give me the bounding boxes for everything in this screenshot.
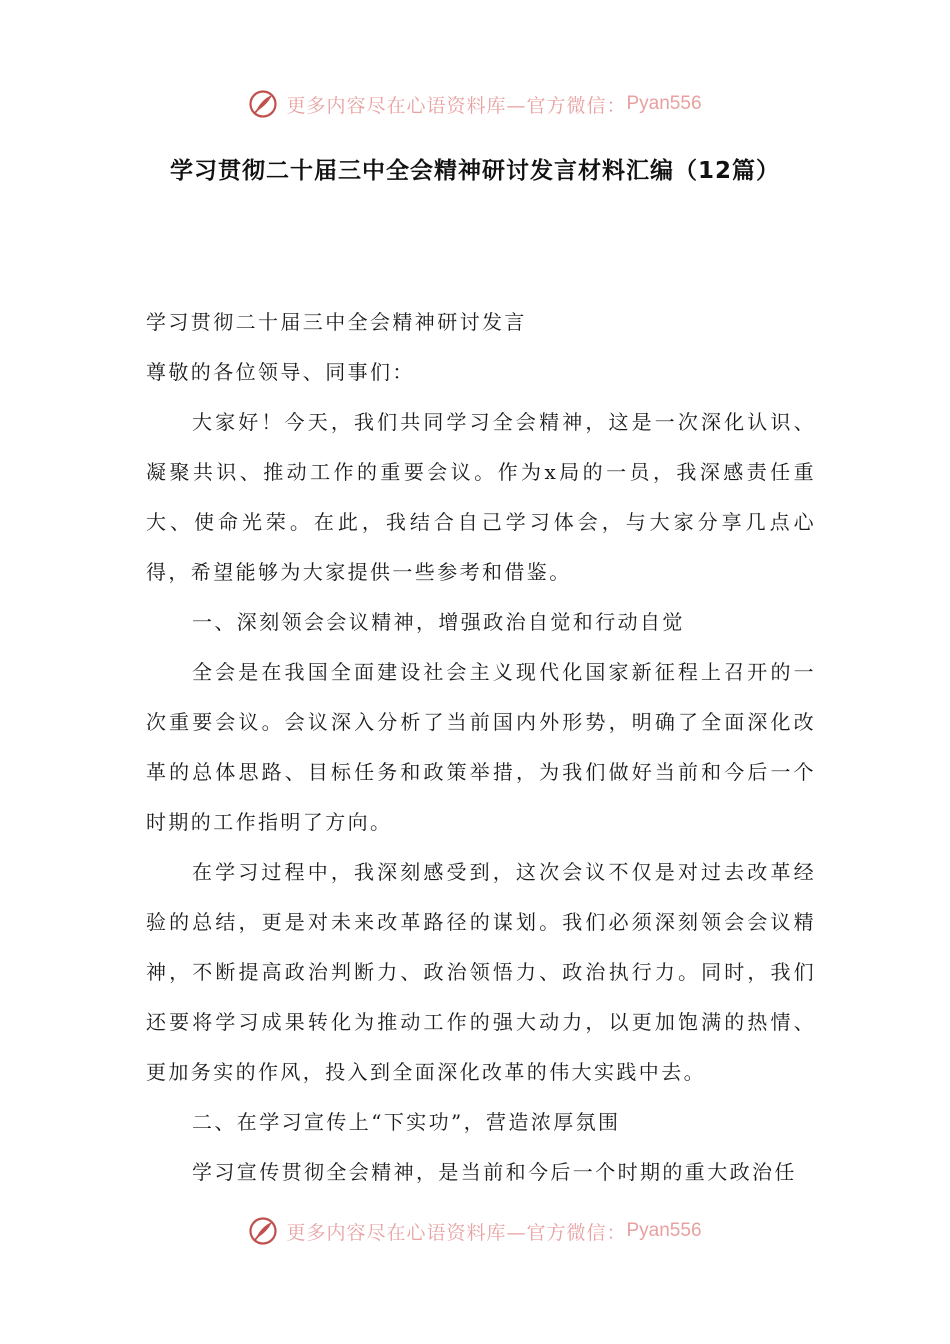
section-heading-2: 二、在学习宣传上“下实功”，营造浓厚氛围 bbox=[192, 1110, 621, 1134]
section-heading-1: 一、深刻领会会议精神，增强政治自觉和行动自觉 bbox=[192, 610, 685, 634]
paragraph-intro: 大家好！今天，我们共同学习全会精神，这是一次深化认识、凝聚共识、推动工作的重要会议。作为x局的一员，我深感责任重大、使命光荣。在此，我结合自己学习体会，与大家分享几点心得，希望能够为大家提供一些参考和借鉴。 bbox=[146, 410, 816, 584]
watermark-banner-top bbox=[0, 82, 950, 126]
speech-subtitle: 学习贯彻二十届三中全会精神研讨发言 bbox=[146, 310, 527, 334]
watermark-text: 更多内容尽在心语资料库—官方微信： bbox=[286, 94, 627, 117]
paragraph-learning: 在学习过程中，我深刻感受到，这次会议不仅是对过去改革经验的总结，更是对未来改革路径的谋划。我们必须深刻领会会议精神，不断提高政治判断力、政治领悟力、政治执行力。同时，我们还要将学习成果转化为推动工作的强大动力，以更加饱满的热情、更加务实的作风，投入到全面深化改革的伟大实践中去。 bbox=[146, 860, 816, 1084]
greeting: 尊敬的各位领导、同事们： bbox=[146, 360, 415, 384]
document-body bbox=[146, 297, 816, 1197]
paragraph-meeting: 全会是在我国全面建设社会主义现代化国家新征程上召开的一次重要会议。会议深入分析了当前国内外形势，明确了全面深化改革的总体思路、目标任务和政策举措，为我们做好当前和今后一个时期的工作指明了方向。 bbox=[146, 660, 816, 834]
watermark-wechat-id: Pyan556 bbox=[626, 1220, 702, 1241]
document-title: 学习贯彻二十届三中全会精神研讨发言材料汇编（12篇） bbox=[169, 158, 780, 184]
watermark-wechat-id: Pyan556 bbox=[626, 93, 702, 114]
paragraph-publicity: 学习宣传贯彻全会精神，是当前和今后一个时期的重大政治任 bbox=[192, 1160, 797, 1184]
watermark-text: 更多内容尽在心语资料库—官方微信： bbox=[286, 1221, 627, 1244]
paragraph-group bbox=[146, 397, 816, 1197]
watermark-banner-bottom bbox=[0, 1209, 950, 1253]
quill-logo-icon bbox=[248, 1216, 278, 1246]
quill-logo-icon bbox=[248, 89, 278, 119]
